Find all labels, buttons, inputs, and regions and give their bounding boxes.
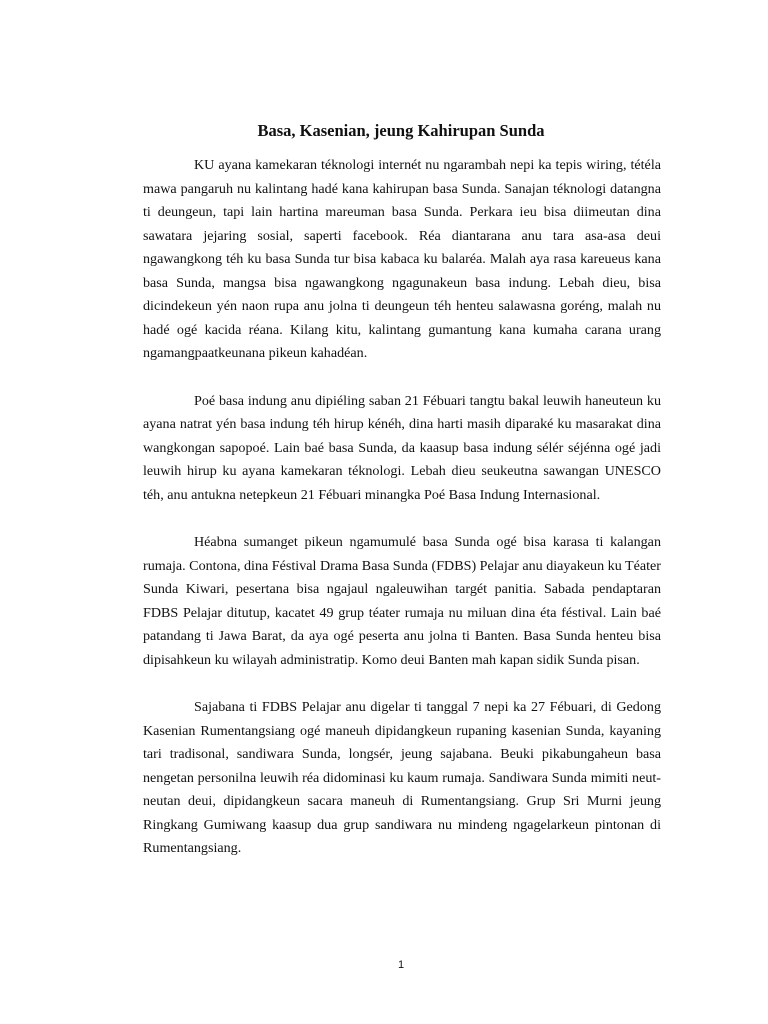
page-number: 1 <box>397 959 405 971</box>
document-title: Basa, Kasenian, jeung Kahirupan Sunda <box>257 121 545 140</box>
paragraph-1: KU ayana kamekaran téknologi internét nu ngarambah nepi ka tepis wiring, tétéla mawa pangaruh nu kalintang hadé kana kahirupan basa Sunda. Sanajan téknologi datangna ti deungeun, tapi lain hartina mareuman basa Sunda. Perkara ieu bisa diimeutan dina sawatara jejaring sosial, saperti facebook. Réa diantarana anu tara asa-asa deui ngawangkong téh ku basa Sunda tur bisa kabaca ku balaréa. Malah aya rasa kareueus kana basa Sunda, mangsa bisa ngawangkong ngagunakeun basa indung. Lebah dieu, bisa dicindekeun yén naon rupa anu jolna ti deungeun téh henteu salawasna goréng, malah nu hadé ogé kacida réana. Kilang kitu, kalintang gumantung kana kumaha carana urang ngamangpaatkeunana pikeun kahadéan. <box>143 157 661 361</box>
paragraph-3: Héabna sumanget pikeun ngamumulé basa Sunda ogé bisa karasa ti kalangan rumaja. Contona, dina Féstival Drama Basa Sunda (FDBS) Pelajar anu diayakeun ku Téater Sunda Kiwari, pesertana bisa ngajaul ngaleuwihan targét panitia. Sabada pendaptaran FDBS Pelajar ditutup, kacatet 49 grup téater rumaja nu miluan dina éta féstival. Lain baé patandang ti Jawa Barat, da aya ogé peserta anu jolna ti Banten. Basa Sunda henteu bisa dipisahkeun ku wilayah administratip. Komo deui Banten mah kapan sidik Sunda pisan. <box>143 534 661 668</box>
document-body <box>143 154 661 885</box>
paragraph-2: Poé basa indung anu dipiéling saban 21 Fébuari tangtu bakal leuwih haneuteun ku ayana natrat yén basa indung téh hirup kénéh, dina harti masih diparaké ku masarakat dina wangkongan sapopoé. Lain baé basa Sunda, da kaasup basa indung sélér séjénna ogé jadi leuwih hirup ku ayana kamekaran téknologi. Lebah dieu seukeutna sawangan UNESCO téh, anu antukna netepkeun 21 Fébuari minangka Poé Basa Indung Internasional. <box>143 392 661 503</box>
paragraph-4: Sajabana ti FDBS Pelajar anu digelar ti tanggal 7 nepi ka 27 Fébuari, di Gedong Kasenian Rumentangsiang ogé maneuh dipidangkeun rupaning kasenian Sunda, kayaning tari tradisonal, sandiwara Sunda, longsér, jeung sajabana. Beuki pikabungaheun basa nengetan personilna leuwih réa didominasi ku kaum rumaja. Sandiwara Sunda mimiti neut-neutan deui, dipidangkeun sacara maneuh di Rumentangsiang. Grup Sri Murni jeung Ringkang Gumiwang kaasup dua grup sandiwara nu mindeng ngagelarkeun pintonan di Rumentangsiang. <box>143 699 661 856</box>
